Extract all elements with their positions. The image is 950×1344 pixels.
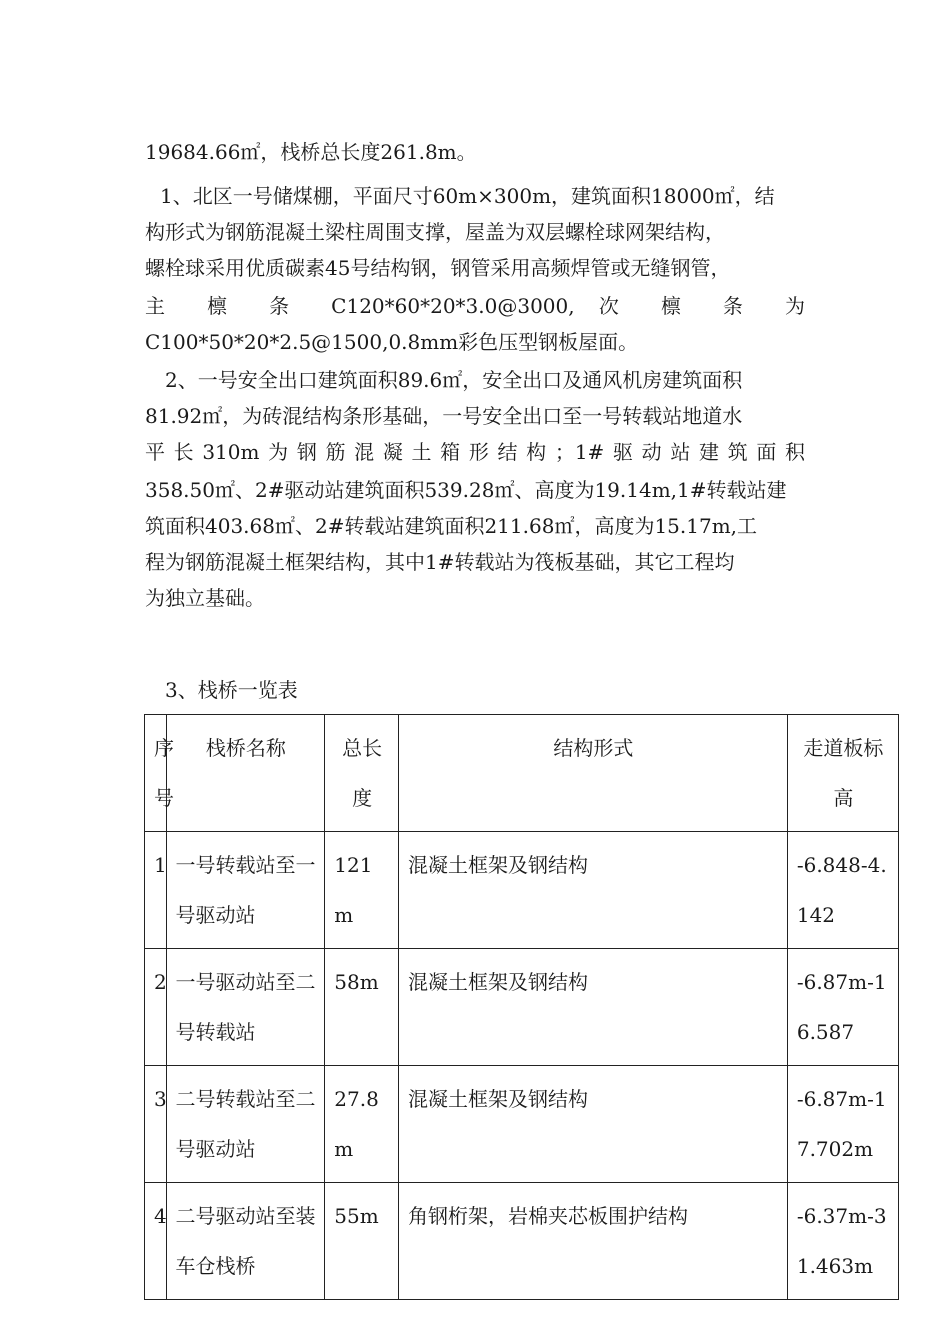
table-header-row — [145, 715, 899, 832]
paragraph-line: 程为钢筋混凝土框架结构，其中1#转载站为筏板基础，其它工程均 — [145, 550, 735, 574]
cell-name: 二号转载站至二号驱动站 — [166, 1066, 325, 1183]
table-row — [145, 832, 899, 949]
table-row — [145, 1183, 899, 1300]
paragraph-line: 为独立基础。 — [145, 586, 265, 610]
paragraph-line: 主 檩 条 C120*60*20*3.0@3000, 次 檩 条 为 — [145, 294, 805, 318]
paragraph-line: 构形式为钢筋混凝土梁柱周围支撑，屋盖为双层螺栓球网架结构， — [145, 220, 725, 244]
cell-structure: 混凝土框架及钢结构 — [398, 949, 787, 1066]
cell-elevation: -6.87m-16.587 — [787, 949, 898, 1066]
paragraph-line: 平长310m为钢筋混凝土箱形结构；1#驱动站建筑面积 — [145, 440, 805, 464]
paragraph-line: 螺栓球采用优质碳素45号结构钢，钢管采用高频焊管或无缝钢管， — [145, 256, 731, 280]
table-row — [145, 1066, 899, 1183]
cell-name: 二号驱动站至装车仓栈桥 — [166, 1183, 325, 1300]
paragraph-line: 358.50㎡、2#驱动站建筑面积539.28㎡、高度为19.14m,1#转载站建 — [145, 478, 787, 502]
header-name: 栈桥名称 — [166, 715, 325, 832]
cell-elevation: -6.37m-31.463m — [787, 1183, 898, 1300]
header-length: 总长度 — [325, 715, 399, 832]
cell-name: 一号驱动站至二号转载站 — [166, 949, 325, 1066]
cell-num: 3 — [145, 1066, 167, 1183]
header-structure: 结构形式 — [398, 715, 787, 832]
paragraph-line: 2、一号安全出口建筑面积89.6㎡，安全出口及通风机房建筑面积 — [165, 368, 743, 392]
header-elevation: 走道板标高 — [787, 715, 898, 832]
cell-num: 1 — [145, 832, 167, 949]
cell-elevation: -6.87m-17.702m — [787, 1066, 898, 1183]
cell-length: 27.8m — [325, 1066, 399, 1183]
paragraph-line: C100*50*20*2.5@1500,0.8mm彩色压型钢板屋面。 — [145, 330, 639, 354]
cell-num: 4 — [145, 1183, 167, 1300]
cell-length: 55m — [325, 1183, 399, 1300]
cell-structure: 混凝土框架及钢结构 — [398, 1066, 787, 1183]
paragraph-line: 81.92㎡，为砖混结构条形基础，一号安全出口至一号转载站地道水 — [145, 404, 743, 428]
header-num: 序号 — [145, 715, 167, 832]
bridge-table — [144, 714, 899, 1300]
cell-num: 2 — [145, 949, 167, 1066]
paragraph-line: 1、北区一号储煤棚，平面尺寸60m×300m，建筑面积18000㎡，结 — [160, 184, 775, 208]
cell-length: 121m — [325, 832, 399, 949]
table-row — [145, 949, 899, 1066]
cell-structure: 混凝土框架及钢结构 — [398, 832, 787, 949]
cell-structure: 角钢桁架，岩棉夹芯板围护结构 — [398, 1183, 787, 1300]
table-title: 3、栈桥一览表 — [165, 678, 298, 702]
paragraph-line: 筑面积403.68㎡、2#转载站建筑面积211.68㎡，高度为15.17m,工 — [145, 514, 758, 538]
cell-length: 58m — [325, 949, 399, 1066]
intro-line: 19684.66㎡，栈桥总长度261.8m。 — [145, 140, 477, 164]
cell-elevation: -6.848-4.142 — [787, 832, 898, 949]
cell-name: 一号转载站至一号驱动站 — [166, 832, 325, 949]
